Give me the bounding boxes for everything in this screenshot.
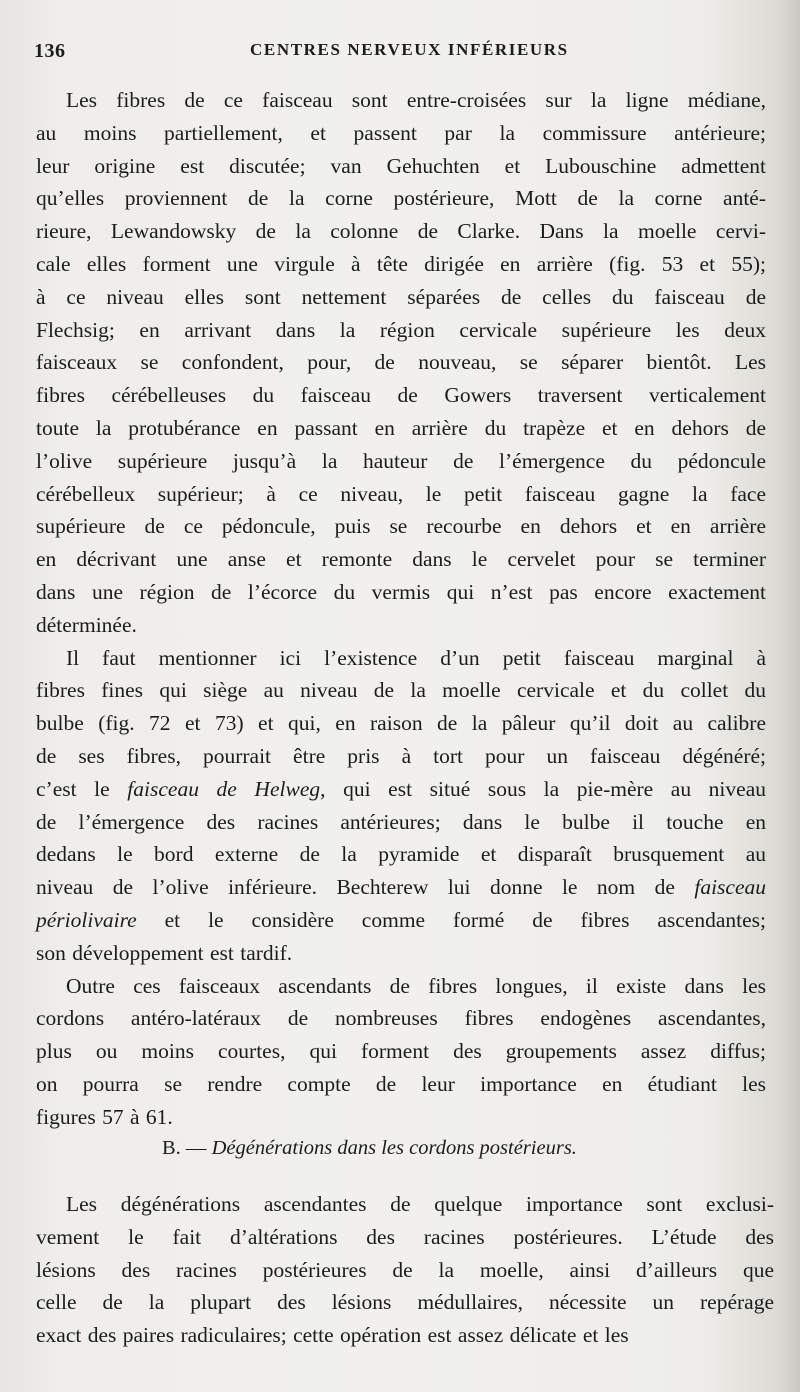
text-line: Flechsig; en arrivant dans la région cervicale supérieure les deux <box>36 317 766 342</box>
running-head: CENTRES NERVEUX INFÉRIEURS <box>250 40 569 59</box>
paragraph <box>36 1188 774 1352</box>
text-line: bulbe (fig. 72 et 73) et qui, en raison de la pâleur qu’il doit au calibre <box>36 711 766 736</box>
text-line: Il faut mentionner ici l’existence d’un petit faisceau marginal à <box>66 645 766 670</box>
text-line: lésions des racines postérieures de la moelle, ainsi d’ailleurs que <box>36 1257 774 1282</box>
text-line: toute la protubérance en passant en arrière du trapèze et en dehors de <box>36 415 766 440</box>
text-line: fibres cérébelleuses du faisceau de Gowers traversent verticalement <box>36 383 766 408</box>
text-line: au moins partiellement, et passent par la commissure antérieure; <box>36 120 766 145</box>
page-header <box>34 40 764 70</box>
text-line: celle de la plupart des lésions médullaires, nécessite un repérage <box>36 1290 774 1315</box>
text-line: faisceaux se confondent, pour, de nouveau, se séparer bientôt. Les <box>36 350 766 375</box>
text-line: déterminée. <box>36 612 137 637</box>
page-number: 136 <box>34 40 66 62</box>
text-line: de l’émergence des racines antérieures; dans le bulbe il touche en <box>36 809 766 834</box>
text-line: plus ou moins courtes, qui forment des groupements assez diffus; <box>36 1039 766 1064</box>
text-line: niveau de l’olive inférieure. Bechterew lui donne le nom de faisceau <box>36 875 766 900</box>
text-line: à ce niveau elles sont nettement séparées de celles du faisceau de <box>36 284 766 309</box>
text-line: périolivaire et le considère comme formé de fibres ascendantes; <box>36 907 766 932</box>
text-line: exact des paires radiculaires; cette opération est assez délicate et les <box>36 1323 629 1348</box>
section-heading <box>162 1137 577 1160</box>
text-line: on pourra se rendre compte de leur importance en étudiant les <box>36 1071 766 1096</box>
text-line: cordons antéro-latéraux de nombreuses fibres endogènes ascendantes, <box>36 1006 766 1031</box>
text-line: l’olive supérieure jusqu’à la hauteur de l’émergence du pédoncule <box>36 448 766 473</box>
text-line: cale elles forment une virgule à tête dirigée en arrière (fig. 53 et 55); <box>36 251 766 276</box>
text-line: dedans le bord externe de la pyramide et disparaît brusquement au <box>36 842 766 867</box>
text-line: vement le fait d’altérations des racines postérieures. L’étude des <box>36 1224 774 1249</box>
text-line: leur origine est discutée; van Gehuchten et Lubouschine admettent <box>36 153 766 178</box>
text-line: Les dégénérations ascendantes de quelque importance sont exclusi- <box>66 1192 774 1216</box>
body-text <box>36 84 766 1134</box>
text-line: rieure, Lewandowsky de la colonne de Clarke. Dans la moelle cervi- <box>36 219 766 244</box>
text-line: Outre ces faisceaux ascendants de fibres longues, il existe dans les <box>66 973 766 998</box>
text-line: figures 57 à 61. <box>36 1104 173 1129</box>
text-line: qu’elles proviennent de la corne postérieure, Mott de la corne anté- <box>36 186 766 211</box>
paragraph <box>36 84 766 642</box>
section-label: B. — <box>162 1137 212 1159</box>
text-line: dans une région de l’écorce du vermis qui n’est pas encore exactement <box>36 579 766 604</box>
paragraph <box>36 970 766 1134</box>
section-title: Dégénérations dans les cordons postérieurs. <box>211 1137 577 1159</box>
text-line: c’est le faisceau de Helweg, qui est situé sous la pie-mère au niveau <box>36 776 766 801</box>
text-line: en décrivant une anse et remonte dans le cervelet pour se terminer <box>36 547 766 572</box>
text-line: cérébelleux supérieur; à ce niveau, le petit faisceau gagne la face <box>36 481 766 506</box>
body-text-after-heading <box>36 1188 774 1352</box>
text-line: fibres fines qui siège au niveau de la moelle cervicale et du collet du <box>36 678 766 703</box>
text-line: de ses fibres, pourrait être pris à tort pour un faisceau dégénéré; <box>36 743 766 768</box>
text-line: supérieure de ce pédoncule, puis se recourbe en dehors et en arrière <box>36 514 766 539</box>
text-line: son développement est tardif. <box>36 940 293 965</box>
text-line: Les fibres de ce faisceau sont entre-croisées sur la ligne médiane, <box>66 88 766 112</box>
paragraph <box>36 642 766 970</box>
